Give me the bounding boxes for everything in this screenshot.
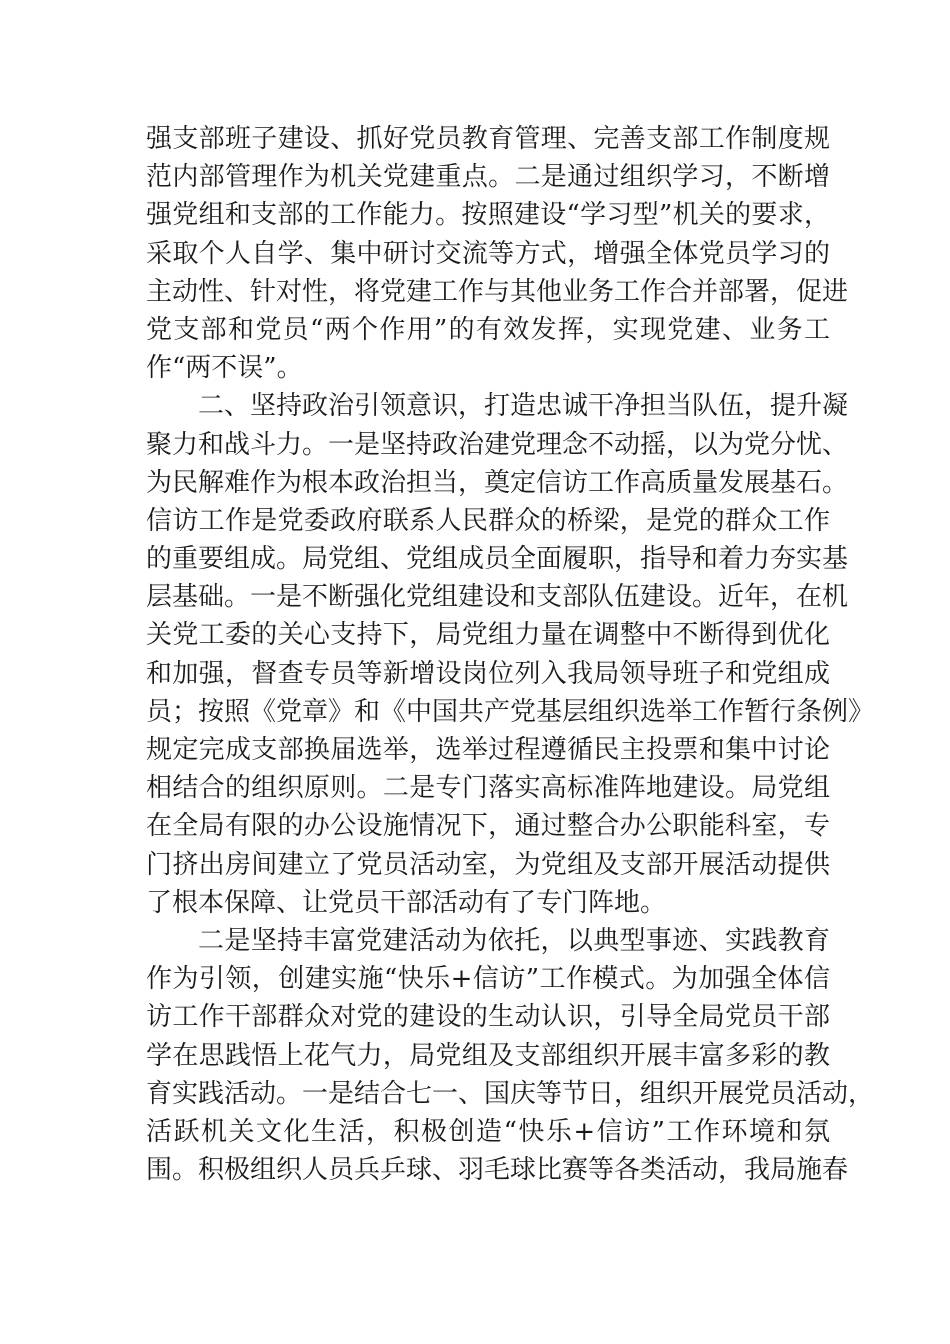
text-line: 二是坚持丰富党建活动为依托，以典型事迹、实践教育 — [198, 925, 830, 956]
text-line: 相结合的组织原则。二是专门落实高标准阵地建设。局党组 — [146, 773, 830, 804]
text-line: 二、坚持政治引领意识，打造忠诚干净担当队伍，提升凝 — [198, 391, 849, 422]
document-page — [146, 120, 875, 1189]
text-line: 育实践活动。一是结合七一、国庆等节日，组织开展党员活动， — [146, 1078, 875, 1109]
text-line: 强支部班子建设、抓好党员教育管理、完善支部工作制度规 — [146, 124, 830, 154]
paragraph-3 — [146, 922, 875, 1189]
text-line: 活跃机关文化生活，积极创造“快乐+信访”工作环境和氛 — [146, 1116, 830, 1147]
text-line: 员；按照《党章》和《中国共产党基层组织选举工作暂行条例》 — [146, 696, 875, 727]
text-line: 为民解难作为根本政治担当，奠定信访工作高质量发展基石。 — [146, 467, 849, 498]
text-line: 学在思践悟上花气力，局党组及支部组织开展丰富多彩的教 — [146, 1040, 830, 1071]
text-line: 层基础。一是不断强化党组建设和支部队伍建设。近年，在机 — [146, 582, 849, 613]
text-line: 访工作干部群众对党的建设的生动认识，引导全局党员干部 — [146, 1002, 830, 1033]
text-line: 党支部和党员“两个作用”的有效发挥，实现党建、业务工 — [146, 314, 830, 345]
paragraph-2 — [146, 387, 875, 922]
text-line: 了根本保障、让党员干部活动有了专门阵地。 — [146, 887, 667, 918]
text-line: 作为引领，创建实施“快乐+信访”工作模式。为加强全体信 — [146, 964, 830, 995]
paragraph-1 — [146, 120, 849, 387]
text-line: 规定完成支部换届选举，选举过程遵循民主投票和集中讨论 — [146, 735, 830, 765]
text-line: 采取个人自学、集中研讨交流等方式，增强全体党员学习的 — [146, 238, 830, 269]
text-line: 和加强，督查专员等新增设岗位列入我局领导班子和党组成 — [146, 658, 830, 689]
text-line: 作“两不误”。 — [146, 353, 303, 384]
text-line: 围。积极组织人员兵乒球、羽毛球比赛等各类活动，我局施春 — [146, 1155, 849, 1186]
text-line: 关党工委的关心支持下，局党组力量在调整中不断得到优化 — [146, 620, 830, 651]
text-line: 门挤出房间建立了党员活动室，为党组及支部开展活动提供 — [146, 849, 830, 880]
text-line: 聚力和战斗力。一是坚持政治建党理念不动摇，以为党分忧、 — [146, 429, 849, 460]
text-line: 主动性、针对性，将党建工作与其他业务工作合并部署，促进 — [146, 276, 849, 307]
text-line: 信访工作是党委政府联系人民群众的桥梁，是党的群众工作 — [146, 505, 830, 536]
text-line: 范内部管理作为机关党建重点。二是通过组织学习，不断增 — [146, 162, 830, 193]
text-line: 的重要组成。局党组、党组成员全面履职，指导和着力夯实基 — [146, 544, 849, 575]
text-line: 强党组和支部的工作能力。按照建设“学习型”机关的要求， — [146, 200, 830, 231]
text-line: 在全局有限的办公设施情况下，通过整合办公职能科室，专 — [146, 811, 830, 842]
